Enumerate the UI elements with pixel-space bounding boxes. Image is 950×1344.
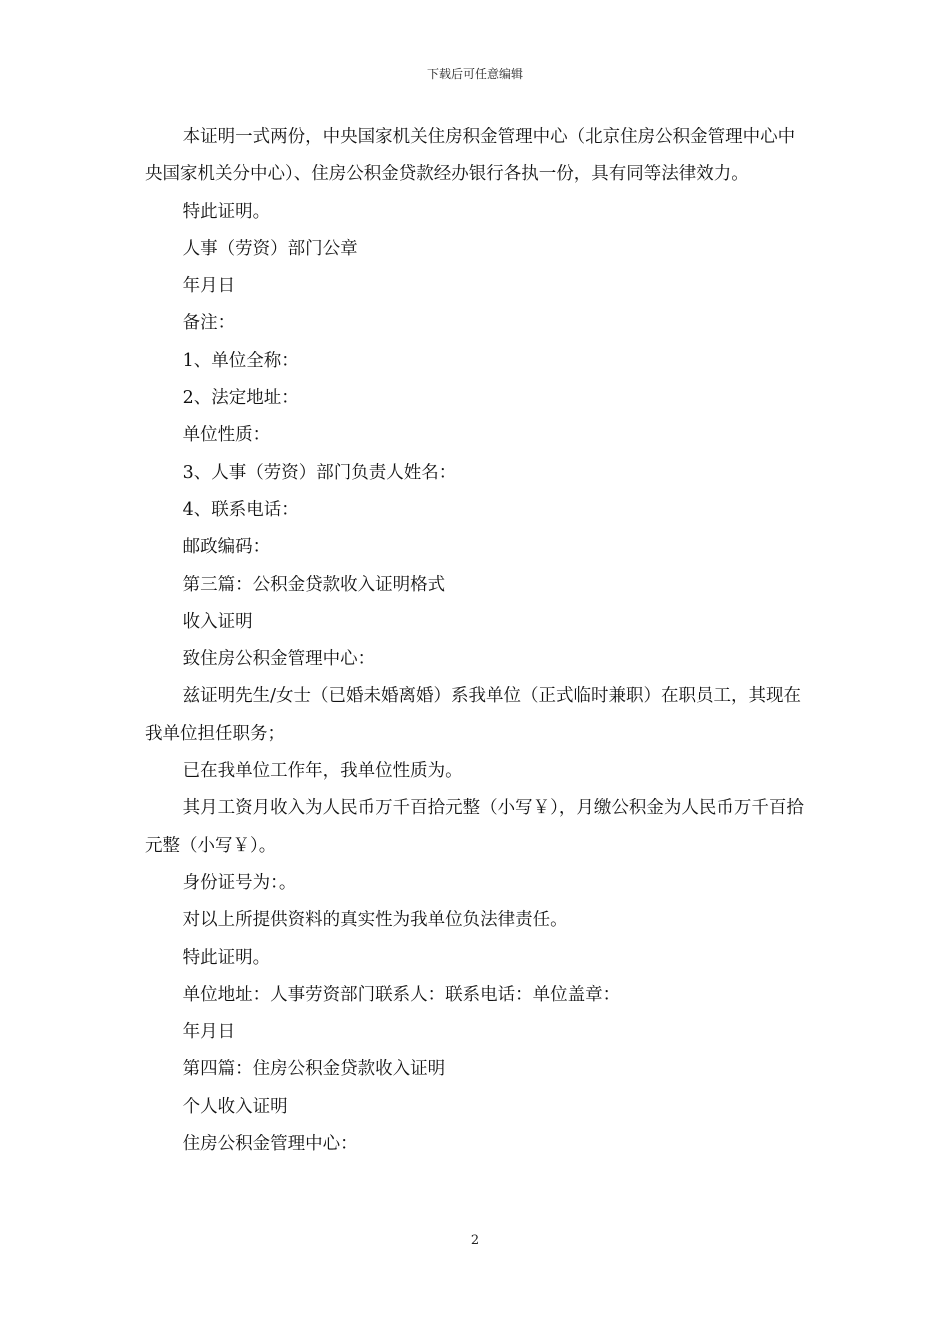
paragraph-hr-seal: 人事（劳资）部门公章 <box>182 238 358 259</box>
paragraph-monthly-income: 其月工资月收入为人民币万千百拾元整（小写￥），月缴公积金为人民币万千百拾元整（小写￥）。 <box>145 798 804 856</box>
paragraph-certificate-copies: 本证明一式两份，中央国家机关住房积金管理中心（北京住房公积金管理中心中央国家机关分中心）、住房公积金贷款经办银行各执一份，具有同等法律效力。 <box>145 127 796 185</box>
paragraph-personal-income-title: 个人收入证明 <box>182 1096 288 1117</box>
paragraph-employee-statement: 兹证明先生/女士（已婚未婚离婚）系我单位（正式临时兼职）在职员工，其现在我单位担任职务； <box>145 686 802 744</box>
paragraph-unit-full-name: 1、单位全称： <box>182 350 299 371</box>
paragraph-date: 年月日 <box>182 276 236 297</box>
section-heading-part-three: 第三篇：公积金贷款收入证明格式 <box>182 574 446 595</box>
paragraph-hereby-certify: 特此证明。 <box>182 201 271 222</box>
paragraph-legal-address: 2、法定地址： <box>182 388 299 409</box>
paragraph-salutation: 致住房公积金管理中心： <box>182 649 376 670</box>
paragraph-salutation-2: 住房公积金管理中心： <box>182 1134 358 1155</box>
paragraph-years-worked: 已在我单位工作年，我单位性质为。 <box>182 761 463 782</box>
section-heading-part-four: 第四篇：住房公积金贷款收入证明 <box>182 1059 446 1080</box>
page-number: 2 <box>470 1233 480 1248</box>
paragraph-hereby-certify-2: 特此证明。 <box>182 947 271 968</box>
paragraph-remarks: 备注： <box>182 313 236 334</box>
paragraph-date-2: 年月日 <box>182 1022 236 1043</box>
paragraph-postal-code: 邮政编码： <box>182 537 271 558</box>
page-header: 下载后可任意编辑 <box>426 67 523 81</box>
paragraph-id-number: 身份证号为：。 <box>182 872 297 893</box>
paragraph-income-certificate-title: 收入证明 <box>182 611 253 632</box>
paragraph-contact-phone: 4、联系电话： <box>182 499 299 520</box>
paragraph-unit-nature: 单位性质： <box>182 425 271 446</box>
document-body <box>145 119 807 1163</box>
paragraph-hr-head-name: 3、人事（劳资）部门负责人姓名： <box>182 462 457 483</box>
paragraph-legal-responsibility: 对以上所提供资料的真实性为我单位负法律责任。 <box>182 910 568 931</box>
paragraph-unit-contact-info: 单位地址：人事劳资部门联系人：联系电话：单位盖章： <box>182 984 621 1005</box>
